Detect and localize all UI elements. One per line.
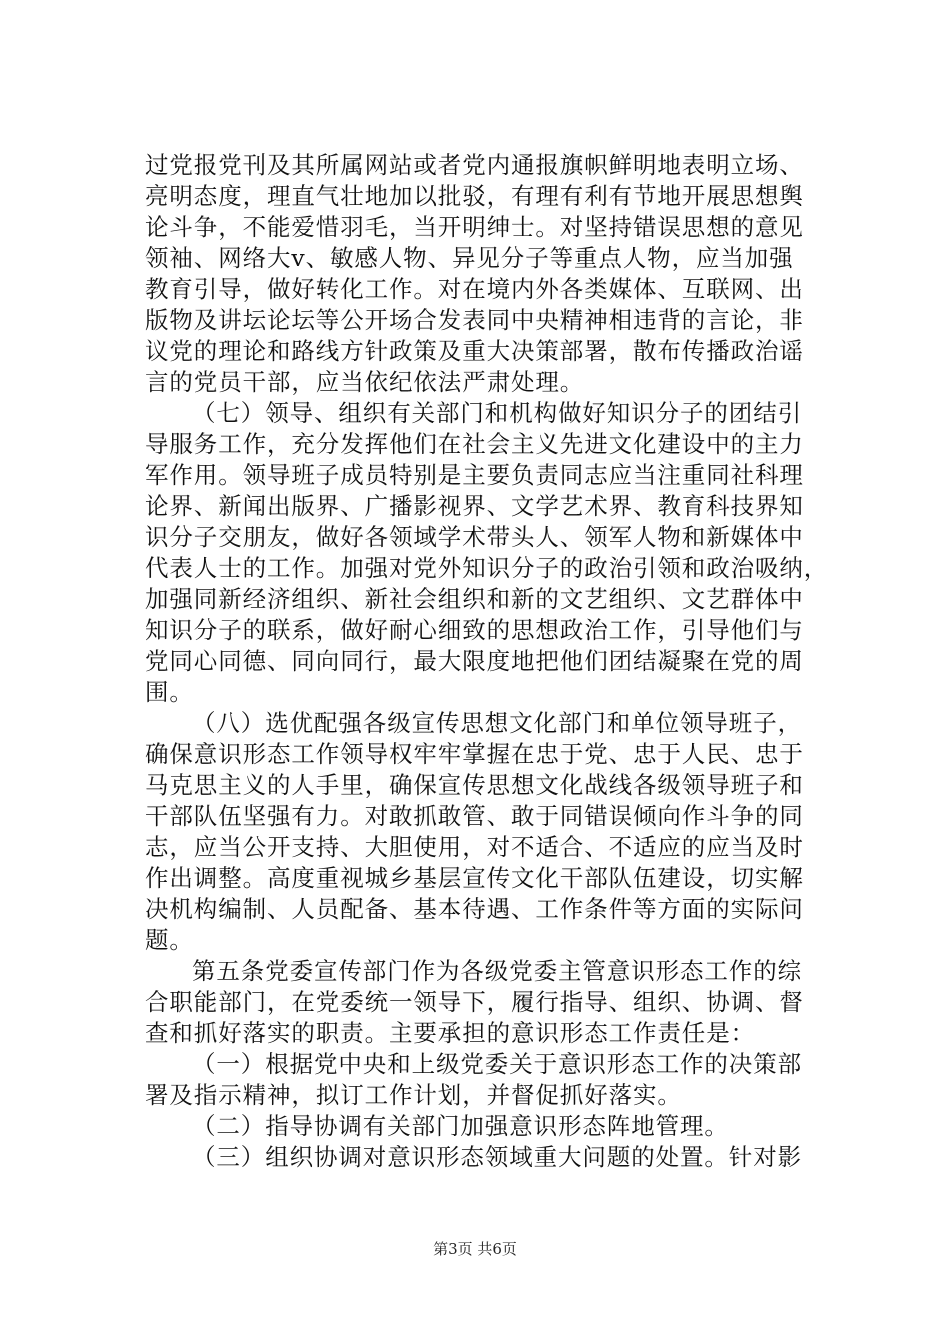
text-line: 加强同新经济组织、新社会组织和新的文艺组织、文艺群体中 (145, 585, 804, 613)
text-line: 论界、新闻出版界、广播影视界、文学艺术界、教育科技界知 (145, 492, 804, 520)
page-footer: 第3页 共6页 (433, 1240, 517, 1258)
text-line: （三）组织协调对意识形态领域重大问题的处置。针对影 (192, 1143, 802, 1171)
text-line: （二）指导协调有关部门加强意识形态阵地管理。 (192, 1112, 729, 1140)
text-line: 知识分子的联系，做好耐心细致的思想政治工作，引导他们与 (145, 616, 804, 644)
text-line: 亮明态度，理直气壮地加以批驳，有理有利有节地开展思想舆 (145, 182, 804, 210)
text-line: 教育引导，做好转化工作。对在境内外各类媒体、互联网、出 (145, 275, 804, 303)
text-line: （七）领导、组织有关部门和机构做好知识分子的团结引 (192, 399, 802, 427)
text-line: 合职能部门，在党委统一领导下，履行指导、组织、协调、督 (145, 988, 804, 1016)
text-line: 查和抓好落实的职责。主要承担的意识形态工作责任是： (145, 1019, 755, 1047)
text-line: 题。 (145, 926, 194, 954)
text-line: 署及指示精神，拟订工作计划，并督促抓好落实。 (145, 1081, 682, 1109)
text-line: 论斗争，不能爱惜羽毛，当开明绅士。对坚持错误思想的意见 (145, 213, 804, 241)
text-line: 识分子交朋友，做好各领域学术带头人、领军人物和新媒体中 (145, 523, 804, 551)
document-body (145, 150, 840, 1173)
text-line: 领袖、网络大v、敏感人物、异见分子等重点人物，应当加强 (145, 244, 794, 272)
text-line: 干部队伍坚强有力。对敢抓敢管、敢于同错误倾向作斗争的同 (145, 802, 804, 830)
text-line: （八）选优配强各级宣传思想文化部门和单位领导班子， (192, 709, 802, 737)
text-line: （一）根据党中央和上级党委关于意识形态工作的决策部 (192, 1050, 802, 1078)
text-line: 作出调整。高度重视城乡基层宣传文化干部队伍建设，切实解 (145, 864, 804, 892)
text-line: 过党报党刊及其所属网站或者党内通报旗帜鲜明地表明立场、 (145, 151, 804, 179)
text-line: 军作用。领导班子成员特别是主要负责同志应当注重同社科理 (145, 461, 804, 489)
text-line: 言的党员干部，应当依纪依法严肃处理。 (145, 368, 585, 396)
text-line: 决机构编制、人员配备、基本待遇、工作条件等方面的实际问 (145, 895, 804, 923)
text-line: 代表人士的工作。加强对党外知识分子的政治引领和政治吸纳， (145, 554, 829, 582)
text-line: 围。 (145, 678, 194, 706)
text-line: 导服务工作，充分发挥他们在社会主义先进文化建设中的主力 (145, 430, 804, 458)
text-line: 第五条党委宣传部门作为各级党委主管意识形态工作的综 (192, 957, 802, 985)
text-line: 版物及讲坛论坛等公开场合发表同中央精神相违背的言论，非 (145, 306, 804, 334)
text-line: 党同心同德、同向同行，最大限度地把他们团结凝聚在党的周 (145, 647, 804, 675)
text-line: 确保意识形态工作领导权牢牢掌握在忠于党、忠于人民、忠于 (145, 740, 804, 768)
text-line: 议党的理论和路线方针政策及重大决策部署，散布传播政治谣 (145, 337, 804, 365)
text-line: 马克思主义的人手里，确保宣传思想文化战线各级领导班子和 (145, 771, 804, 799)
text-line: 志，应当公开支持、大胆使用，对不适合、不适应的应当及时 (145, 833, 804, 861)
